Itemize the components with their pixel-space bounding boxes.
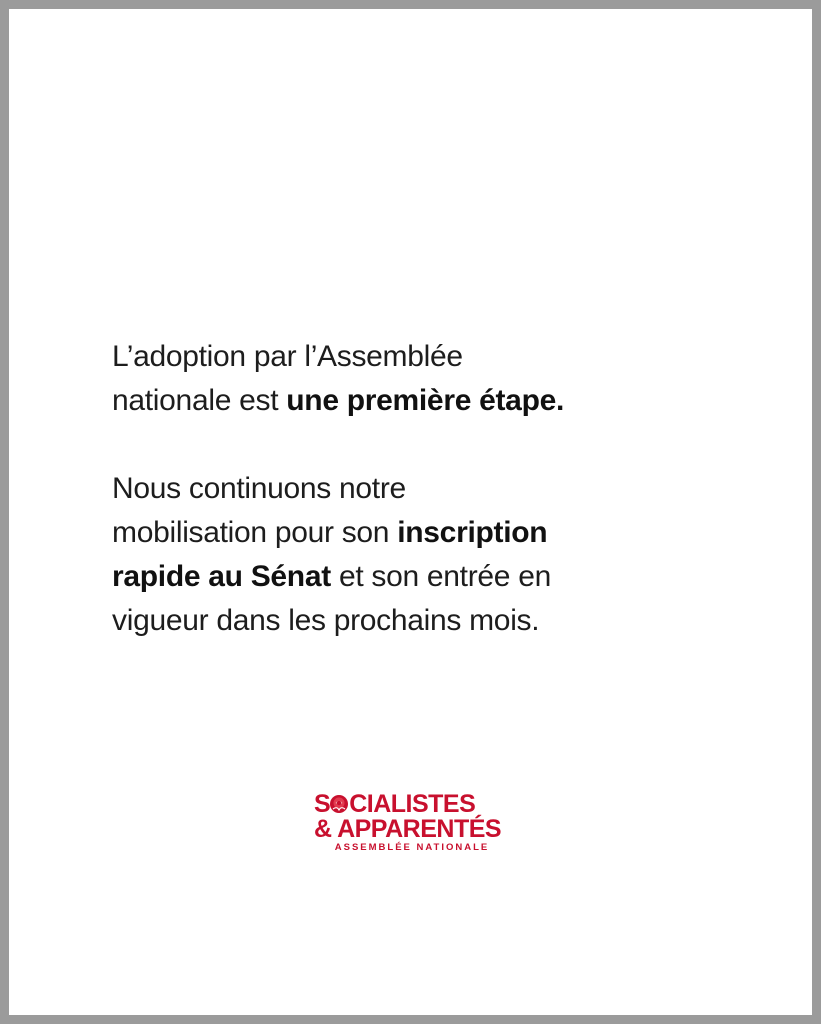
post-card — [9, 9, 812, 1015]
paragraph-1 — [112, 335, 772, 423]
para2-line1: Nous continuons notre — [112, 472, 406, 505]
para1-line2: nationale est — [112, 384, 287, 417]
para2-line3: et son entrée en — [330, 560, 551, 593]
para1-line1: L’adoption par l’Assemblée — [112, 340, 463, 373]
para2-emphasis-2: rapide au Sénat — [112, 560, 331, 593]
rose-icon — [329, 793, 349, 813]
paragraph-2 — [112, 467, 772, 643]
logo-title — [314, 791, 504, 817]
logo-title-rest: CIALISTES — [349, 790, 476, 818]
logo-tagline: ASSEMBLÉE NATIONALE — [334, 842, 490, 853]
para2-line2: mobilisation pour son — [112, 516, 398, 549]
para2-emphasis-1: inscription — [397, 516, 548, 549]
socialistes-logo — [314, 791, 504, 855]
logo-letter-s: S — [314, 790, 331, 818]
para2-line4: vigueur dans les prochains mois. — [112, 604, 540, 637]
post-text — [112, 335, 772, 643]
para1-emphasis: une première étape. — [286, 384, 565, 417]
logo-subtitle: & APPARENTÉS — [314, 815, 502, 843]
